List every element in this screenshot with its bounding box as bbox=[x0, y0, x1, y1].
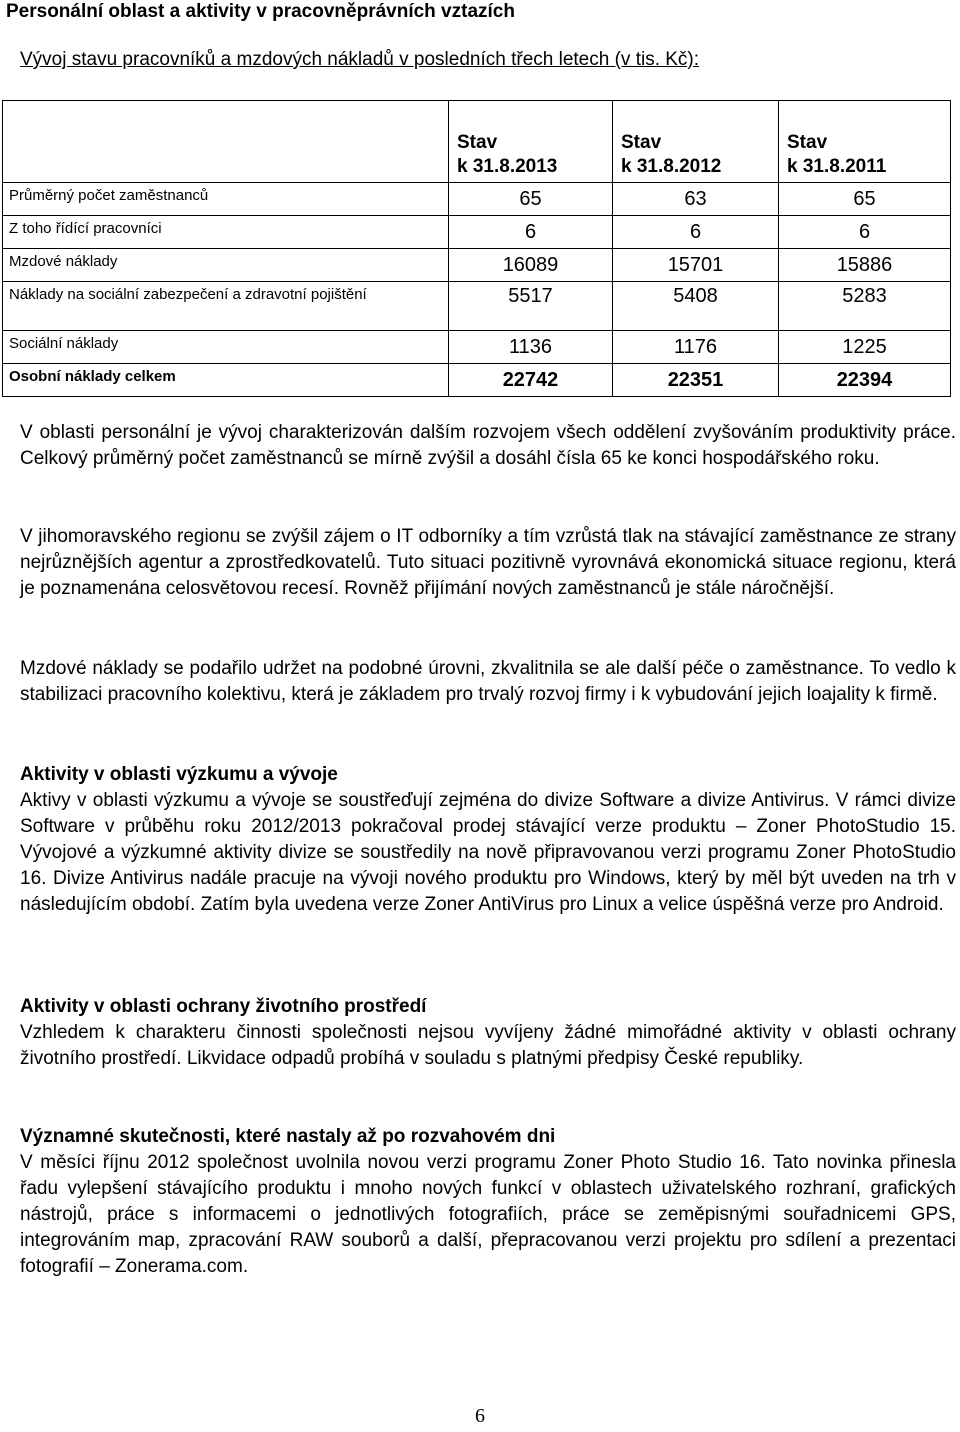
table-row bbox=[3, 216, 951, 249]
personnel-paragraph-1 bbox=[20, 420, 956, 472]
cell-value: 22351 bbox=[613, 364, 779, 397]
column-header-label: Stav k 31.8.2013 bbox=[457, 132, 558, 177]
environment-heading: Aktivity v oblasti ochrany životního prostředí bbox=[20, 996, 427, 1017]
section-heading: Personální oblast a aktivity v pracovněprávních vztazích bbox=[6, 1, 515, 22]
cell-value: 65 bbox=[779, 183, 951, 216]
paragraph: Vzhledem k charakteru činnosti společnosti nejsou vyvíjeny žádné mimořádné aktivity v oblasti ochrany životního prostředí. Likvidace odpadů probíhá v souladu s platnými předpisy České republiky. bbox=[20, 1022, 956, 1069]
environment-section bbox=[20, 994, 956, 1072]
table-row bbox=[3, 282, 951, 331]
cell-value: 1225 bbox=[779, 331, 951, 364]
cell-value: 15886 bbox=[779, 249, 951, 282]
cell-value: 6 bbox=[779, 216, 951, 249]
cell-value: 16089 bbox=[449, 249, 613, 282]
table-row bbox=[3, 183, 951, 216]
column-header bbox=[779, 101, 951, 183]
column-header bbox=[449, 101, 613, 183]
row-label: Sociální náklady bbox=[3, 331, 449, 364]
cell-value: 22394 bbox=[779, 364, 951, 397]
row-label: Osobní náklady celkem bbox=[3, 364, 449, 397]
column-header bbox=[613, 101, 779, 183]
table-row bbox=[3, 249, 951, 282]
paragraph: Aktivy v oblasti výzkumu a vývoje se soustřeďují zejména do divize Software a divize Antivirus. V rámci divize Software v průběhu roku 2012/2013 pokračoval prodej stávající verze produktu – Zoner PhotoStudio 15. Vývojové a výzkumné aktivity divize se soustředily na nově připravovanou verzi programu Zoner PhotoStudio 16. Divize Antivirus nadále pracuje na vývoji nového produktu pro Windows, který by měl být uveden na trh v následujícím období. Zatím byla uvedena verze Zoner AntiVirus pro Linux a velice úspěšná verze pro Android. bbox=[20, 790, 956, 915]
cell-value: 5283 bbox=[779, 282, 951, 331]
cell-value: 65 bbox=[449, 183, 613, 216]
column-header-label: Stav k 31.8.2012 bbox=[621, 132, 722, 177]
cell-value: 5408 bbox=[613, 282, 779, 331]
cell-value: 1136 bbox=[449, 331, 613, 364]
cell-value: 5517 bbox=[449, 282, 613, 331]
paragraph: Mzdové náklady se podařilo udržet na podobné úrovni, zkvalitnila se ale další péče o zaměstnance. To vedlo k stabilizaci pracovního kolektivu, která je základem pro trvalý rozvoj firmy i k vybudování jejich loajality k firmě. bbox=[20, 658, 956, 705]
cell-value: 6 bbox=[613, 216, 779, 249]
table-caption: Vývoj stavu pracovníků a mzdových nákladů v posledních třech letech (v tis. Kč): bbox=[20, 49, 700, 70]
row-label: Náklady na sociální zabezpečení a zdravotní pojištění bbox=[3, 282, 449, 331]
cell-value: 1176 bbox=[613, 331, 779, 364]
personnel-paragraph-2 bbox=[20, 524, 956, 602]
table-corner-cell bbox=[3, 101, 449, 183]
paragraph: V oblasti personální je vývoj charakterizován dalším rozvojem všech oddělení zvyšováním produktivity práce. Celkový průměrný počet zaměstnanců se mírně zvýšil a dosáhl čísla 65 ke konci hospodářského roku. bbox=[20, 422, 956, 469]
row-label: Z toho řídící pracovníci bbox=[3, 216, 449, 249]
page-number: 6 bbox=[475, 1405, 485, 1427]
events-section bbox=[20, 1124, 956, 1280]
table-row bbox=[3, 331, 951, 364]
row-label: Průměrný počet zaměstnanců bbox=[3, 183, 449, 216]
research-heading: Aktivity v oblasti výzkumu a vývoje bbox=[20, 764, 338, 785]
cell-value: 22742 bbox=[449, 364, 613, 397]
table-total-row bbox=[3, 364, 951, 397]
personnel-table bbox=[2, 100, 951, 397]
events-heading: Významné skutečnosti, které nastaly až po rozvahovém dni bbox=[20, 1126, 556, 1147]
cell-value: 15701 bbox=[613, 249, 779, 282]
research-section bbox=[20, 762, 956, 918]
paragraph: V měsíci říjnu 2012 společnost uvolnila novou verzi programu Zoner Photo Studio 16. Tato novinka přinesla řadu vylepšení stávajícího produktu i mnoho nových funkcí v oblastech uživatelského rozhraní, grafických nástrojů, práce s informacemi o jednotlivých fotografiích, práce se zeměpisnými souřadnicemi GPS, integrováním map, zpracování RAW souborů a další, přepracovanou verzi projektu pro sdílení a prezentaci fotografií – Zonerama.com. bbox=[20, 1152, 956, 1277]
column-header-label: Stav k 31.8.2011 bbox=[787, 132, 887, 177]
cell-value: 63 bbox=[613, 183, 779, 216]
cell-value: 6 bbox=[449, 216, 613, 249]
row-label: Mzdové náklady bbox=[3, 249, 449, 282]
paragraph: V jihomoravského regionu se zvýšil zájem o IT odborníky a tím vzrůstá tlak na stávající zaměstnance ze strany nejrůznějších agentur a zprostředkovatelů. Tuto situaci pozitivně vyrovnává ekonomická situace regionu, která je poznamenána celosvětovou recesí. Rovněž přijímání nových zaměstnanců je stále náročnější. bbox=[20, 526, 956, 599]
table-header-row bbox=[3, 101, 951, 183]
personnel-paragraph-3 bbox=[20, 656, 956, 708]
